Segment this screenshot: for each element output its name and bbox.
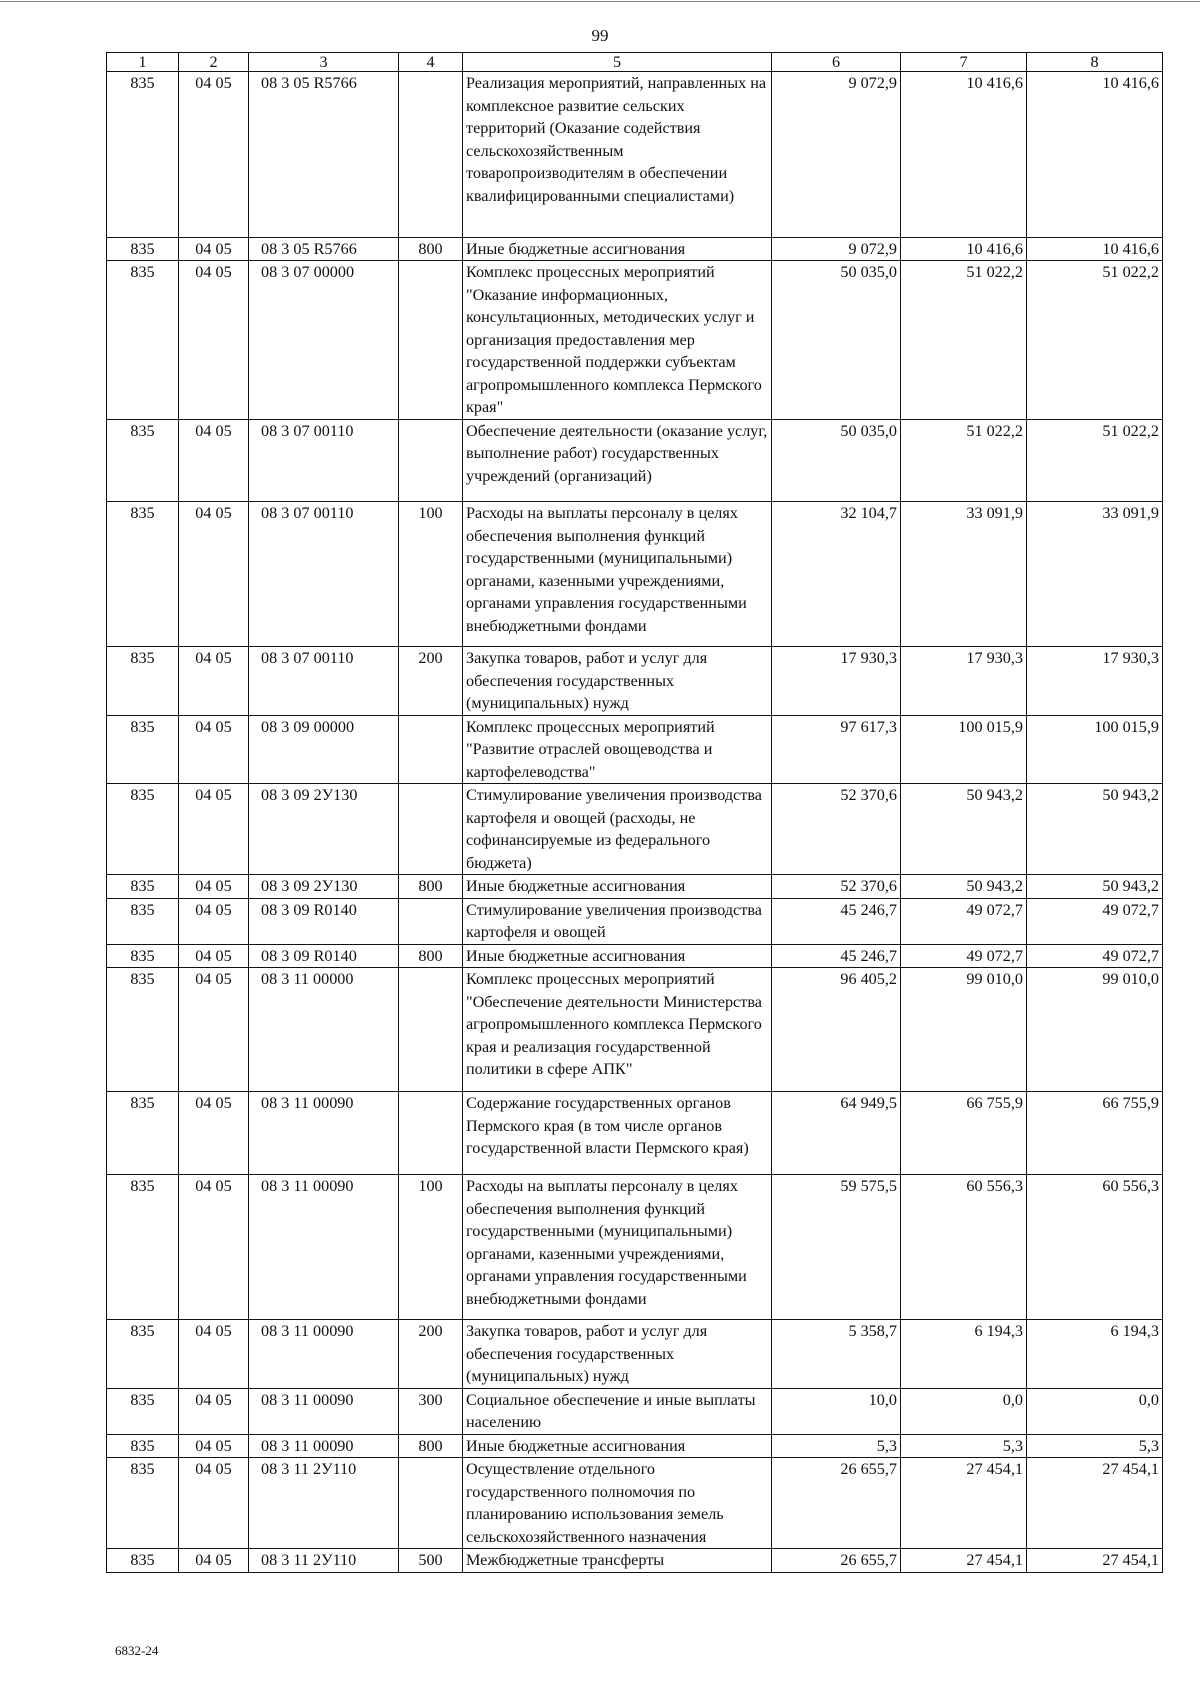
expense-type-cell — [399, 261, 463, 420]
amount-col6-cell: 5 358,7 — [772, 1320, 901, 1389]
target-article-cell: 08 3 07 00110 — [249, 502, 399, 647]
amount-col6-cell: 9 072,9 — [772, 72, 901, 238]
expense-type-cell — [399, 898, 463, 944]
admin-code-cell: 835 — [107, 944, 179, 968]
description-cell: Обеспечение деятельности (оказание услуг, выполнение работ) государственных учреждений (организаций) — [463, 419, 772, 502]
column-header-8: 8 — [1027, 53, 1163, 72]
expense-type-cell: 100 — [399, 1175, 463, 1320]
expense-type-cell: 500 — [399, 1549, 463, 1573]
expense-type-cell — [399, 419, 463, 502]
admin-code-cell: 835 — [107, 1549, 179, 1573]
section-code-cell: 04 05 — [179, 1549, 249, 1573]
amount-col7-cell: 50 943,2 — [901, 784, 1027, 875]
expense-type-cell: 200 — [399, 1320, 463, 1389]
admin-code-cell: 835 — [107, 1434, 179, 1458]
amount-col8-cell: 99 010,0 — [1027, 968, 1163, 1092]
column-header-7: 7 — [901, 53, 1027, 72]
table-row — [107, 1458, 1163, 1549]
admin-code-cell: 835 — [107, 968, 179, 1092]
amount-col8-cell: 17 930,3 — [1027, 647, 1163, 716]
section-code-cell: 04 05 — [179, 502, 249, 647]
amount-col7-cell: 50 943,2 — [901, 875, 1027, 899]
amount-col8-cell: 50 943,2 — [1027, 784, 1163, 875]
section-code-cell: 04 05 — [179, 419, 249, 502]
amount-col6-cell: 97 617,3 — [772, 715, 901, 784]
header-row — [107, 53, 1163, 72]
amount-col6-cell: 9 072,9 — [772, 237, 901, 261]
amount-col8-cell: 100 015,9 — [1027, 715, 1163, 784]
amount-col6-cell: 10,0 — [772, 1388, 901, 1434]
target-article-cell: 08 3 11 00090 — [249, 1175, 399, 1320]
amount-col7-cell: 17 930,3 — [901, 647, 1027, 716]
table-row — [107, 647, 1163, 716]
amount-col6-cell: 5,3 — [772, 1434, 901, 1458]
budget-table — [106, 52, 1163, 1573]
target-article-cell: 08 3 09 R0140 — [249, 944, 399, 968]
section-code-cell: 04 05 — [179, 875, 249, 899]
admin-code-cell: 835 — [107, 1388, 179, 1434]
amount-col6-cell: 50 035,0 — [772, 261, 901, 420]
admin-code-cell: 835 — [107, 1175, 179, 1320]
description-cell: Иные бюджетные ассигнования — [463, 237, 772, 261]
expense-type-cell — [399, 1458, 463, 1549]
amount-col7-cell: 10 416,6 — [901, 72, 1027, 238]
description-cell: Стимулирование увеличения производства картофеля и овощей — [463, 898, 772, 944]
table-row — [107, 72, 1163, 238]
expense-type-cell: 800 — [399, 875, 463, 899]
amount-col7-cell: 60 556,3 — [901, 1175, 1027, 1320]
admin-code-cell: 835 — [107, 898, 179, 944]
amount-col7-cell: 27 454,1 — [901, 1458, 1027, 1549]
amount-col8-cell: 60 556,3 — [1027, 1175, 1163, 1320]
description-cell: Содержание государственных органов Пермского края (в том числе органов государственной власти Пермского края) — [463, 1092, 772, 1175]
amount-col8-cell: 10 416,6 — [1027, 237, 1163, 261]
table-row — [107, 1175, 1163, 1320]
table-row — [107, 784, 1163, 875]
expense-type-cell — [399, 1092, 463, 1175]
target-article-cell: 08 3 07 00110 — [249, 647, 399, 716]
amount-col7-cell: 51 022,2 — [901, 261, 1027, 420]
section-code-cell: 04 05 — [179, 944, 249, 968]
amount-col6-cell: 52 370,6 — [772, 784, 901, 875]
description-cell: Расходы на выплаты персоналу в целях обеспечения выполнения функций государственными (муниципальными) органами, казенными учреждениями, органами управления государственными внебюджетными фондами — [463, 502, 772, 647]
amount-col8-cell: 66 755,9 — [1027, 1092, 1163, 1175]
table-row — [107, 502, 1163, 647]
description-cell: Комплекс процессных мероприятий "Обеспечение деятельности Министерства агропромышленного комплекса Пермского края и реализация государственной политики в сфере АПК" — [463, 968, 772, 1092]
page-number: 99 — [591, 26, 609, 45]
expense-type-cell: 200 — [399, 647, 463, 716]
admin-code-cell: 835 — [107, 72, 179, 238]
description-cell: Иные бюджетные ассигнования — [463, 944, 772, 968]
expense-type-cell — [399, 72, 463, 238]
scan-edge-line — [0, 1, 1200, 2]
section-code-cell: 04 05 — [179, 1434, 249, 1458]
amount-col8-cell: 51 022,2 — [1027, 261, 1163, 420]
amount-col6-cell: 26 655,7 — [772, 1549, 901, 1573]
amount-col7-cell: 5,3 — [901, 1434, 1027, 1458]
table-header — [107, 53, 1163, 72]
description-cell: Реализация мероприятий, направленных на комплексное развитие сельских территорий (Оказание содействия сельскохозяйственным товаропроизводителям в обеспечении квалифицированными специалистами) — [463, 72, 772, 238]
amount-col6-cell: 32 104,7 — [772, 502, 901, 647]
column-header-3: 3 — [249, 53, 399, 72]
amount-col6-cell: 17 930,3 — [772, 647, 901, 716]
target-article-cell: 08 3 05 R5766 — [249, 72, 399, 238]
admin-code-cell: 835 — [107, 237, 179, 261]
table-row — [107, 1388, 1163, 1434]
amount-col6-cell: 64 949,5 — [772, 1092, 901, 1175]
amount-col7-cell: 49 072,7 — [901, 944, 1027, 968]
table-row — [107, 968, 1163, 1092]
amount-col7-cell: 33 091,9 — [901, 502, 1027, 647]
amount-col8-cell: 27 454,1 — [1027, 1549, 1163, 1573]
section-code-cell: 04 05 — [179, 1175, 249, 1320]
amount-col8-cell: 49 072,7 — [1027, 944, 1163, 968]
expense-type-cell: 100 — [399, 502, 463, 647]
amount-col6-cell: 26 655,7 — [772, 1458, 901, 1549]
table-row — [107, 237, 1163, 261]
amount-col8-cell: 27 454,1 — [1027, 1458, 1163, 1549]
table-row — [107, 715, 1163, 784]
target-article-cell: 08 3 09 2У130 — [249, 784, 399, 875]
amount-col7-cell: 0,0 — [901, 1388, 1027, 1434]
column-header-2: 2 — [179, 53, 249, 72]
target-article-cell: 08 3 07 00110 — [249, 419, 399, 502]
column-header-4: 4 — [399, 53, 463, 72]
amount-col6-cell: 45 246,7 — [772, 944, 901, 968]
expense-type-cell: 800 — [399, 237, 463, 261]
section-code-cell: 04 05 — [179, 968, 249, 1092]
document-code: 6832-24 — [115, 1643, 159, 1658]
amount-col7-cell: 99 010,0 — [901, 968, 1027, 1092]
section-code-cell: 04 05 — [179, 647, 249, 716]
description-cell: Стимулирование увеличения производства картофеля и овощей (расходы, не софинансируемые из федерального бюджета) — [463, 784, 772, 875]
amount-col8-cell: 5,3 — [1027, 1434, 1163, 1458]
amount-col7-cell: 6 194,3 — [901, 1320, 1027, 1389]
admin-code-cell: 835 — [107, 502, 179, 647]
section-code-cell: 04 05 — [179, 72, 249, 238]
target-article-cell: 08 3 11 00000 — [249, 968, 399, 1092]
section-code-cell: 04 05 — [179, 261, 249, 420]
section-code-cell: 04 05 — [179, 715, 249, 784]
amount-col8-cell: 33 091,9 — [1027, 502, 1163, 647]
expense-type-cell — [399, 715, 463, 784]
amount-col6-cell: 52 370,6 — [772, 875, 901, 899]
column-header-1: 1 — [107, 53, 179, 72]
column-header-5: 5 — [463, 53, 772, 72]
amount-col6-cell: 50 035,0 — [772, 419, 901, 502]
admin-code-cell: 835 — [107, 715, 179, 784]
admin-code-cell: 835 — [107, 419, 179, 502]
admin-code-cell: 835 — [107, 784, 179, 875]
table-row — [107, 944, 1163, 968]
amount-col7-cell: 27 454,1 — [901, 1549, 1027, 1573]
description-cell: Иные бюджетные ассигнования — [463, 1434, 772, 1458]
description-cell: Комплекс процессных мероприятий "Оказание информационных, консультационных, методических услуг и организация предоставления мер государственной поддержки субъектам агропромышленного комплекса Пермского края" — [463, 261, 772, 420]
amount-col7-cell: 66 755,9 — [901, 1092, 1027, 1175]
expense-type-cell: 300 — [399, 1388, 463, 1434]
admin-code-cell: 835 — [107, 1320, 179, 1389]
amount-col8-cell: 6 194,3 — [1027, 1320, 1163, 1389]
table-body — [107, 72, 1163, 1573]
amount-col6-cell: 96 405,2 — [772, 968, 901, 1092]
target-article-cell: 08 3 09 R0140 — [249, 898, 399, 944]
amount-col6-cell: 59 575,5 — [772, 1175, 901, 1320]
target-article-cell: 08 3 09 2У130 — [249, 875, 399, 899]
target-article-cell: 08 3 11 00090 — [249, 1320, 399, 1389]
section-code-cell: 04 05 — [179, 1458, 249, 1549]
target-article-cell: 08 3 07 00000 — [249, 261, 399, 420]
expense-type-cell — [399, 784, 463, 875]
amount-col8-cell: 49 072,7 — [1027, 898, 1163, 944]
amount-col7-cell: 51 022,2 — [901, 419, 1027, 502]
table-row — [107, 1320, 1163, 1389]
section-code-cell: 04 05 — [179, 1092, 249, 1175]
table-row — [107, 1549, 1163, 1573]
target-article-cell: 08 3 11 00090 — [249, 1434, 399, 1458]
column-header-6: 6 — [772, 53, 901, 72]
admin-code-cell: 835 — [107, 647, 179, 716]
description-cell: Иные бюджетные ассигнования — [463, 875, 772, 899]
admin-code-cell: 835 — [107, 1092, 179, 1175]
target-article-cell: 08 3 09 00000 — [249, 715, 399, 784]
admin-code-cell: 835 — [107, 875, 179, 899]
description-cell: Закупка товаров, работ и услуг для обеспечения государственных (муниципальных) нужд — [463, 647, 772, 716]
amount-col7-cell: 100 015,9 — [901, 715, 1027, 784]
description-cell: Социальное обеспечение и иные выплаты населению — [463, 1388, 772, 1434]
target-article-cell: 08 3 05 R5766 — [249, 237, 399, 261]
amount-col8-cell: 0,0 — [1027, 1388, 1163, 1434]
target-article-cell: 08 3 11 00090 — [249, 1388, 399, 1434]
section-code-cell: 04 05 — [179, 898, 249, 944]
table-row — [107, 898, 1163, 944]
amount-col6-cell: 45 246,7 — [772, 898, 901, 944]
table-row — [107, 1092, 1163, 1175]
expense-type-cell: 800 — [399, 1434, 463, 1458]
amount-col7-cell: 10 416,6 — [901, 237, 1027, 261]
target-article-cell: 08 3 11 00090 — [249, 1092, 399, 1175]
section-code-cell: 04 05 — [179, 784, 249, 875]
amount-col7-cell: 49 072,7 — [901, 898, 1027, 944]
admin-code-cell: 835 — [107, 261, 179, 420]
admin-code-cell: 835 — [107, 1458, 179, 1549]
description-cell: Комплекс процессных мероприятий "Развитие отраслей овощеводства и картофелеводства" — [463, 715, 772, 784]
amount-col8-cell: 10 416,6 — [1027, 72, 1163, 238]
description-cell: Межбюджетные трансферты — [463, 1549, 772, 1573]
amount-col8-cell: 51 022,2 — [1027, 419, 1163, 502]
table-row — [107, 261, 1163, 420]
table-row — [107, 875, 1163, 899]
expense-type-cell: 800 — [399, 944, 463, 968]
description-cell: Расходы на выплаты персоналу в целях обеспечения выполнения функций государственными (муниципальными) органами, казенными учреждениями, органами управления государственными внебюджетными фондами — [463, 1175, 772, 1320]
amount-col8-cell: 50 943,2 — [1027, 875, 1163, 899]
section-code-cell: 04 05 — [179, 237, 249, 261]
target-article-cell: 08 3 11 2У110 — [249, 1549, 399, 1573]
section-code-cell: 04 05 — [179, 1320, 249, 1389]
expense-type-cell — [399, 968, 463, 1092]
description-cell: Закупка товаров, работ и услуг для обеспечения государственных (муниципальных) нужд — [463, 1320, 772, 1389]
target-article-cell: 08 3 11 2У110 — [249, 1458, 399, 1549]
section-code-cell: 04 05 — [179, 1388, 249, 1434]
table-row — [107, 1434, 1163, 1458]
description-cell: Осуществление отдельного государственного полномочия по планированию использования земель сельскохозяйственного назначения — [463, 1458, 772, 1549]
table-row — [107, 419, 1163, 502]
